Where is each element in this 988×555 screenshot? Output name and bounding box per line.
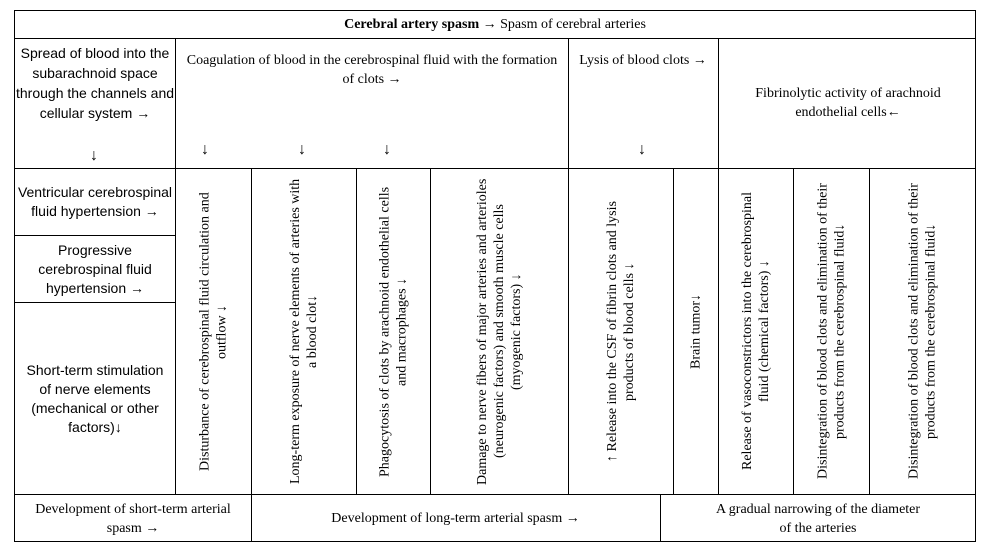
left-row-progressive: Progressive cerebrospinal fluid hypertension → xyxy=(38,241,152,296)
footer-long-term-spasm: Development of long-term arterial spasm → xyxy=(331,511,580,526)
title-bold: Cerebral artery spasm xyxy=(344,16,480,32)
cell-csf-release: ↑ Release into the CSF of fibrin clots and lysis products of blood cells ↓ xyxy=(605,201,637,462)
footer-gradual-narrowing: A gradual narrowing of the diameter of the arteries xyxy=(715,501,921,536)
cell-vasoconstrictors-release: Release of vasoconstrictors into the cerebrospinal fluid (chemical factors) ↓ xyxy=(740,192,772,471)
cell-clot-disintegration-1: Disintegration of blood clots and elimination of their products from the cerebrospinal fluid↓ xyxy=(815,183,848,480)
cell-clot-disintegration-2: Disintegration of blood clots and elimination of their products from the cerebrospinal fluid↓ xyxy=(906,183,939,480)
left-row-short-term-stimulation: Short-term stimulation of nerve elements (mechanical or other factors)↓ xyxy=(26,362,164,435)
header-fibrinolytic: Fibrinolytic activity of arachnoid endothelial cells← xyxy=(755,86,941,120)
cell-phagocytosis: Phagocytosis of clots by arachnoid endothelial cells and macrophages ↓ xyxy=(377,186,410,477)
header-lysis: Lysis of blood clots → xyxy=(579,53,707,68)
cell-csf-circulation-disturbance: Disturbance of cerebrospinal fluid circulation and outflow ↓ xyxy=(197,192,230,471)
cell-brain-tumor: Brain tumor↓ xyxy=(688,293,704,370)
cell-long-term-exposure: Long-term exposure of nerve elements of arteries with a blood clot↓ xyxy=(288,178,320,485)
cell-nerve-fiber-damage: Damage to nerve fibers of major arteries and arterioles (neurogenic factors) and smooth muscle cells (myogenic factors) ↓ xyxy=(475,178,524,485)
footer-short-term-spasm: Development of short-term arterial spasm → xyxy=(35,501,231,536)
header-spread-of-blood: Spread of blood into the subarachnoid space through the channels and cellular system → xyxy=(16,45,175,121)
header-coagulation: Coagulation of blood in the cerebrospinal fluid with the formation of clots → xyxy=(186,53,558,87)
down-arrow-icon: ↓ xyxy=(201,141,209,158)
down-arrow-icon: ↓ xyxy=(383,141,391,158)
down-arrow-icon: ↓ xyxy=(638,141,646,158)
down-arrow-icon: ↓ xyxy=(90,147,98,164)
down-arrow-icon: ↓ xyxy=(298,141,306,158)
diagram-title xyxy=(14,10,976,38)
title-rest: → Spasm of cerebral arteries xyxy=(479,16,646,32)
left-row-ventricular: Ventricular cerebrospinal fluid hypertension → xyxy=(17,184,173,219)
